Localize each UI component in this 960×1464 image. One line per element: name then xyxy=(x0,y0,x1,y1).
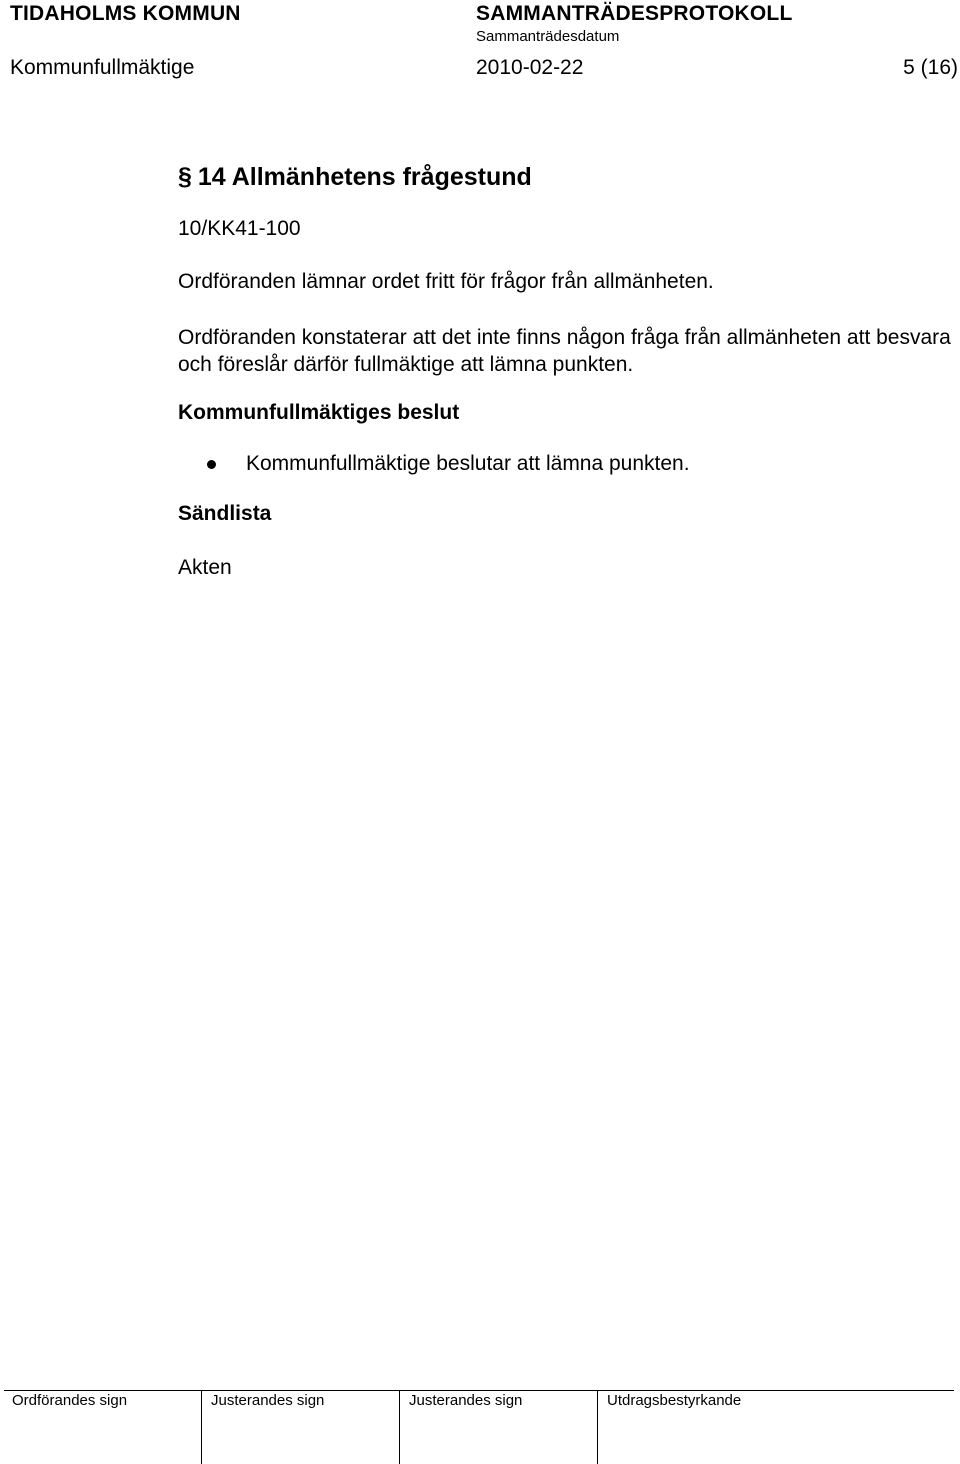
signature-label-certification: Utdragsbestyrkande xyxy=(607,1392,742,1409)
paragraph: Ordföranden konstaterar att det inte finns någon fråga från allmänheten att besvara och föreslår därför fullmäktige att lämna punkten. xyxy=(178,326,951,376)
date-label: Sammanträdesdatum xyxy=(476,28,620,45)
footer-rule xyxy=(4,1390,954,1391)
signature-divider xyxy=(597,1390,598,1464)
distribution-heading: Sändlista xyxy=(178,502,272,525)
signature-divider xyxy=(399,1390,400,1464)
signature-divider xyxy=(201,1390,202,1464)
bullet-icon xyxy=(207,460,216,469)
organization-name: TIDAHOLMS KOMMUN xyxy=(10,2,241,25)
page-number: 5 (16) xyxy=(903,56,958,79)
body-name: Kommunfullmäktige xyxy=(10,56,195,79)
section-heading xyxy=(178,163,532,192)
paragraph-sign: § xyxy=(178,163,192,191)
section-title: 14 Allmänhetens frågestund xyxy=(197,163,532,191)
decision-heading: Kommunfullmäktiges beslut xyxy=(178,401,460,424)
signature-label-adjuster-1: Justerandes sign xyxy=(211,1392,325,1409)
reference-number: 10/KK41-100 xyxy=(178,217,301,240)
paragraph: Ordföranden lämnar ordet fritt för frågor från allmänheten. xyxy=(178,270,714,293)
signature-label-chair: Ordförandes sign xyxy=(12,1392,128,1409)
meeting-date: 2010-02-22 xyxy=(476,56,584,79)
signature-label-adjuster-2: Justerandes sign xyxy=(409,1392,523,1409)
decision-item: Kommunfullmäktige beslutar att lämna punkten. xyxy=(246,452,690,475)
document-type: SAMMANTRÄDESPROTOKOLL xyxy=(476,2,793,25)
distribution-recipient: Akten xyxy=(178,556,232,579)
